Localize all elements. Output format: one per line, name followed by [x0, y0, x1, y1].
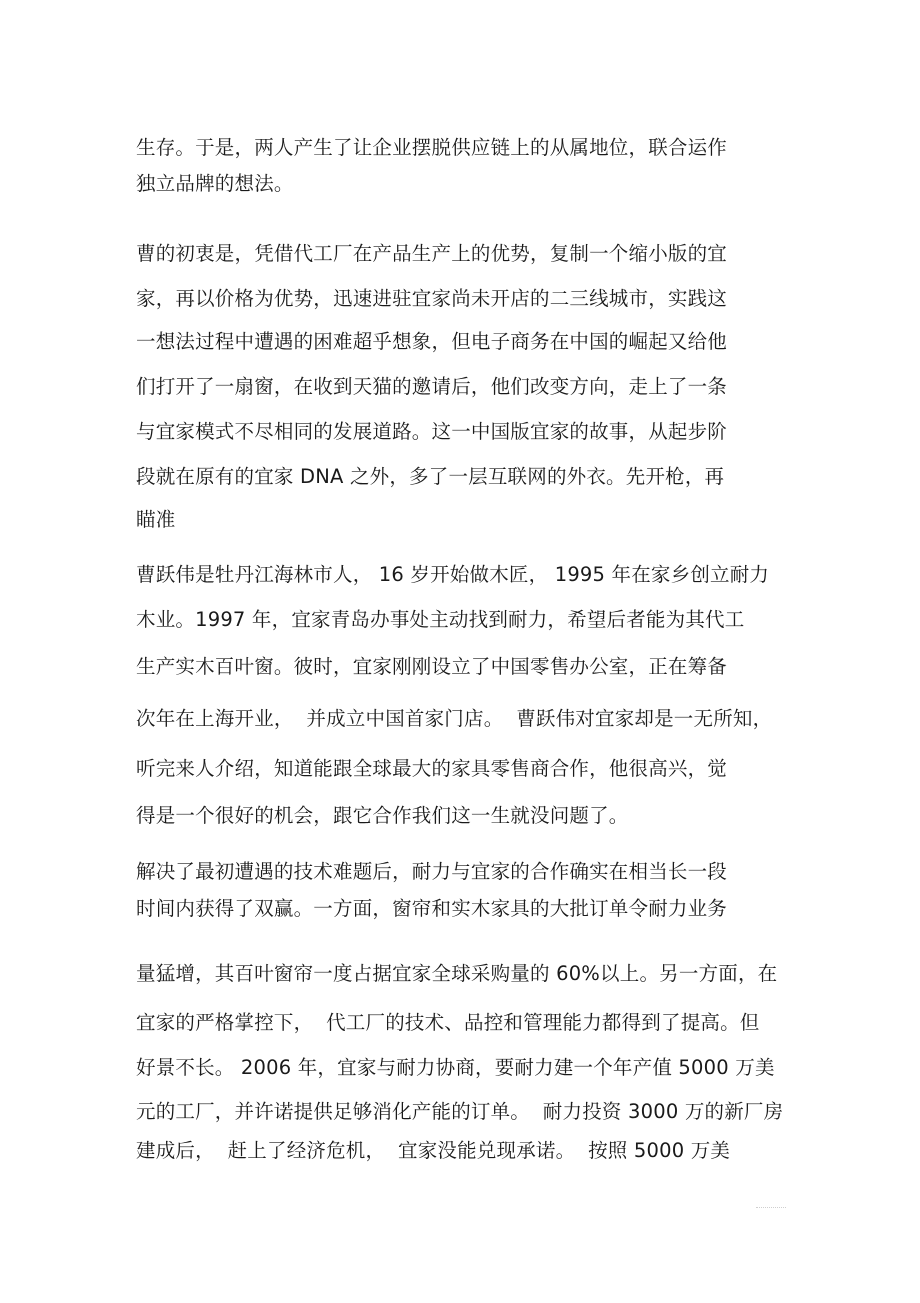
text-line: 们打开了一扇窗，在收到天猫的邀请后，他们改变方向，走上了一条 [136, 375, 728, 398]
text-line: 瞄准 [136, 508, 176, 531]
text-line: 元的工厂，并许诺提供足够消化产能的订单。 耐力投资 3000 万的新厂房 [136, 1100, 784, 1123]
text-line: 木业。1997 年，宜家青岛办事处主动找到耐力，希望后者能为其代工 [136, 608, 745, 631]
text-line: 生产实木百叶窗。彼时，宜家刚刚设立了中国零售办公室，正在筹备 [136, 655, 728, 678]
text-line: 次年在上海开业， 并成立中国首家门店。 曹跃伟对宜家却是一无所知， [136, 707, 773, 730]
text-line: 建成后， 赶上了经济危机， 宜家没能兑现承诺。 按照 5000 万美 [136, 1139, 731, 1162]
text-line: 独立品牌的想法。 [136, 172, 294, 195]
text-line: 好景不长。 2006 年，宜家与耐力协商，要耐力建一个年产值 5000 万美 [136, 1056, 775, 1079]
text-line: 与宜家模式不尽相同的发展道路。这一中国版宜家的故事，从起步阶 [136, 420, 728, 443]
text-line: 家，再以价格为优势，迅速进驻宜家尚未开店的二三线城市，实践这 [136, 287, 728, 310]
page-corner-mark [756, 1207, 786, 1210]
text-line: 听完来人介绍，知道能跟全球最大的家具零售商合作，他很高兴，觉 [136, 757, 728, 780]
text-line: 得是一个很好的机会，跟它合作我们这一生就没问题了。 [136, 804, 629, 827]
text-line: 曹的初衷是，凭借代工厂在产品生产上的优势，复制一个缩小版的宜 [136, 242, 728, 265]
text-line: 曹跃伟是牡丹江海林市人， 16 岁开始做木匠， 1995 年在家乡创立耐力 [136, 563, 770, 586]
text-line: 段就在原有的宜家 DNA 之外，多了一层互联网的外衣。先开枪，再 [136, 465, 725, 488]
text-line: 量猛增，其百叶窗帘一度占据宜家全球采购量的 60%以上。另一方面，在 [136, 962, 778, 985]
text-line: 解决了最初遭遇的技术难题后，耐力与宜家的合作确实在相当长一段 [136, 860, 728, 883]
text-line: 时间内获得了双赢。一方面，窗帘和实木家具的大批订单令耐力业务 [136, 897, 728, 920]
text-line: 宜家的严格掌控下， 代工厂的技术、品控和管理能力都得到了提高。但 [136, 1011, 760, 1034]
text-line: 一想法过程中遭遇的困难超乎想象，但电子商务在中国的崛起又给他 [136, 330, 728, 353]
text-line: 生存。于是，两人产生了让企业摆脱供应链上的从属地位，联合运作 [136, 136, 728, 159]
